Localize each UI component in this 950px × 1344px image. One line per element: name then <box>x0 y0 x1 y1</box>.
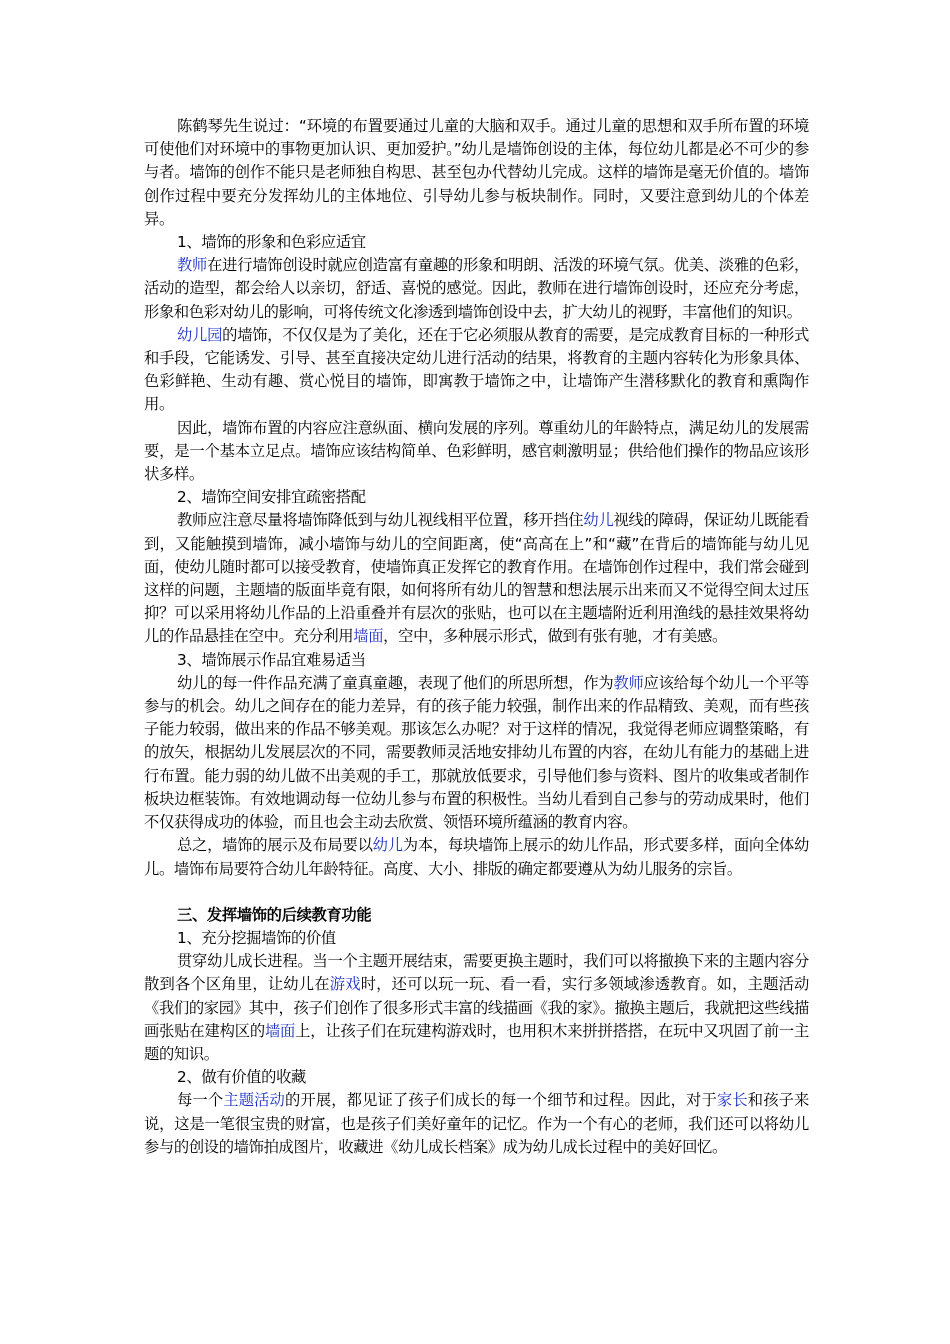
paragraph-text: 视线的障碍，保证幼儿既能看到，又能触摸到墙饰，减小墙饰与幼儿的空间距离，使“高高在上”和“藏”在背后的墙饰能与幼儿见面，使幼儿随时都可以接受教育，使墙饰真正发挥它的教育作用。在墙饰创作过程中，我们常会碰到这样的问题，主题墙的版面毕竟有限，如何将所有幼儿的智慧和想法展示出来而又不觉得空间太过压抑？可以采用将幼儿作品的上沿重叠并有层次的张贴，也可以在主题墙附近利用渔线的悬挂效果将幼儿的作品悬挂在空中。充分利用 <box>144 511 809 646</box>
paragraph-text: 幼儿的每一件作品充满了童真童趣，表现了他们的所思所想，作为 <box>177 673 614 692</box>
paragraph-teacher-design <box>144 254 809 324</box>
paragraph-child-works <box>144 672 809 834</box>
subheading-text: 1、充分挖掘墙饰的价值 <box>177 928 336 947</box>
link-child-2[interactable]: 幼儿 <box>372 836 403 855</box>
paragraph-text: 教师应注意尽量将墙饰降低到与幼儿视线相平位置，移开挡住 <box>177 511 584 530</box>
subheading-text: 2、做有价值的收藏 <box>177 1068 306 1087</box>
link-wall-surface[interactable]: 墙面 <box>353 627 384 646</box>
paragraph-text: 为本，每块墙饰上展示的幼儿作品，形式要多样，面向全体幼儿。墙饰布局要符合幼儿年龄特征。高度、大小、排版的确定都要遵从为幼儿服务的宗旨。 <box>144 836 809 878</box>
section-heading-text: 三、发挥墙饰的后续教育功能 <box>177 905 372 924</box>
paragraph-text: 贯穿幼儿成长进程。当一个主题开展结束，需要更换主题时，我们可以将撤换下来的主题内容分散到各个区角里，让幼儿在 <box>144 952 809 994</box>
paragraph-text: 的开展，都见证了孩子们成长的每一个细节和过程。因此，对于 <box>284 1091 717 1110</box>
subheading-text: 2、墙饰空间安排宜疏密搭配 <box>177 488 366 507</box>
link-game[interactable]: 游戏 <box>329 975 361 994</box>
link-teacher-2[interactable]: 教师 <box>613 673 644 692</box>
paragraph-text: 在进行墙饰创设时就应创造富有童趣的形象和明朗、活泼的环境气氛。优美、淡雅的色彩，活动的造型，都会给人以亲切，舒适、喜悦的感觉。因此，教师在进行墙饰创设时，还应充分考虑，形象和色彩对幼儿的影响，可将传统文化渗透到墙饰创设中去，扩大幼儿的视野，丰富他们的知识。 <box>144 256 809 321</box>
paragraph-text: 总之，墙饰的展示及布局要以 <box>177 836 373 855</box>
paragraph-text: 上，让孩子们在玩建构游戏时，也用积木来拼拼搭搭，在玩中又巩固了前一主题的知识。 <box>144 1021 809 1063</box>
paragraph-text: 和孩子来说，这是一笔很宝贵的财富，也是孩子们美好童年的记忆。作为一个有心的老师，我们还可以将幼儿参与的创设的墙饰拍成图片，收藏进《幼儿成长档案》成为幼儿成长过程中的美好回忆。 <box>144 1091 809 1156</box>
subheading-shape-color <box>144 231 809 254</box>
link-wall-surface-2[interactable]: 墙面 <box>264 1021 296 1040</box>
subheading-space-layout <box>144 486 809 509</box>
paragraph-summary <box>144 834 809 880</box>
subheading-text: 1、墙饰的形象和色彩应适宜 <box>177 233 366 252</box>
paragraph-wall-height <box>144 509 809 648</box>
paragraph-growth-process <box>144 950 809 1066</box>
paragraph-text: ，空中，多种展示形式，做到有张有驰，才有美感。 <box>383 627 727 646</box>
subheading-collection <box>144 1066 809 1089</box>
section-heading-followup <box>144 904 809 927</box>
intro-paragraph <box>144 115 809 231</box>
paragraph-kindergarten-wall <box>144 324 809 417</box>
paragraph-content-sequence <box>144 417 809 487</box>
link-teacher[interactable]: 教师 <box>177 256 208 275</box>
subheading-value <box>144 927 809 950</box>
paragraph-text: 的墙饰，不仅仅是为了美化，还在于它必须服从教育的需要，是完成教育目标的一种形式和手段，它能诱发、引导、甚至直接决定幼儿进行活动的结果，将教育的主题内容转化为形象具体、色彩鲜艳、生动有趣、赏心悦目的墙饰，即寓教于墙饰之中，让墙饰产生潜移默化的教育和熏陶作用。 <box>144 325 809 414</box>
intro-text: 陈鹤琴先生说过：“环境的布置要通过儿童的大脑和双手。通过儿童的思想和双手所布置的环境可使他们对环境中的事物更加认识、更加爱护。”幼儿是墙饰创设的主体，每位幼儿都是必不可少的参与者。墙饰的创作不能只是老师独自构思、甚至包办代替幼儿完成。这样的墙饰是毫无价值的。墙饰创作过程中要充分发挥幼儿的主体地位、引导幼儿参与板块制作。同时，又要注意到幼儿的个体差异。 <box>144 117 809 228</box>
link-theme-activity[interactable]: 主题活动 <box>223 1091 285 1110</box>
link-parents[interactable]: 家长 <box>716 1091 748 1110</box>
link-kindergarten[interactable]: 幼儿园 <box>177 325 223 344</box>
section-spacer <box>144 881 809 904</box>
paragraph-text: 因此，墙饰布置的内容应注意纵面、横向发展的序列。尊重幼儿的年龄特点，满足幼儿的发展需要，是一个基本立足点。墙饰应该结构简单、色彩鲜明，感官刺激明显；供给他们操作的物品应该形状多样。 <box>144 418 809 484</box>
paragraph-archive <box>144 1089 809 1159</box>
paragraph-text: 时，还可以玩一玩、看一看，实行多领域渗透教育。如，主题活动《我们的家园》其中，孩子们创作了很多形式丰富的线描画《我的家》。撤换主题后，我就把这些线描画张贴在建构区的 <box>144 975 809 1040</box>
link-child[interactable]: 幼儿 <box>583 511 614 530</box>
subheading-difficulty <box>144 649 809 672</box>
subheading-text: 3、墙饰展示作品宜难易适当 <box>177 650 366 669</box>
paragraph-text: 每一个 <box>177 1091 224 1110</box>
paragraph-text: 应该给每个幼儿一个平等参与的机会。幼儿之间存在的能力差异，有的孩子能力较强，制作出来的作品精致、美观，而有些孩子能力较弱，做出来的作品不够美观。那该怎么办呢？对于这样的情况，我觉得老师应调整策略，有的放矢，根据幼儿发展层次的不同，需要教师灵活地安排幼儿布置的内容，在幼儿有能力的基础上进行布置。能力弱的幼儿做不出美观的手工，那就放低要求，引导他们参与资料、图片的收集或者制作板块边框装饰。有效地调动每一位幼儿参与布置的积极性。当幼儿看到自己参与的劳动成果时，他们不仅获得成功的体验，而且也会主动去欣赏、领悟环境所蕴涵的教育内容。 <box>144 673 809 832</box>
document-body <box>144 115 809 1159</box>
